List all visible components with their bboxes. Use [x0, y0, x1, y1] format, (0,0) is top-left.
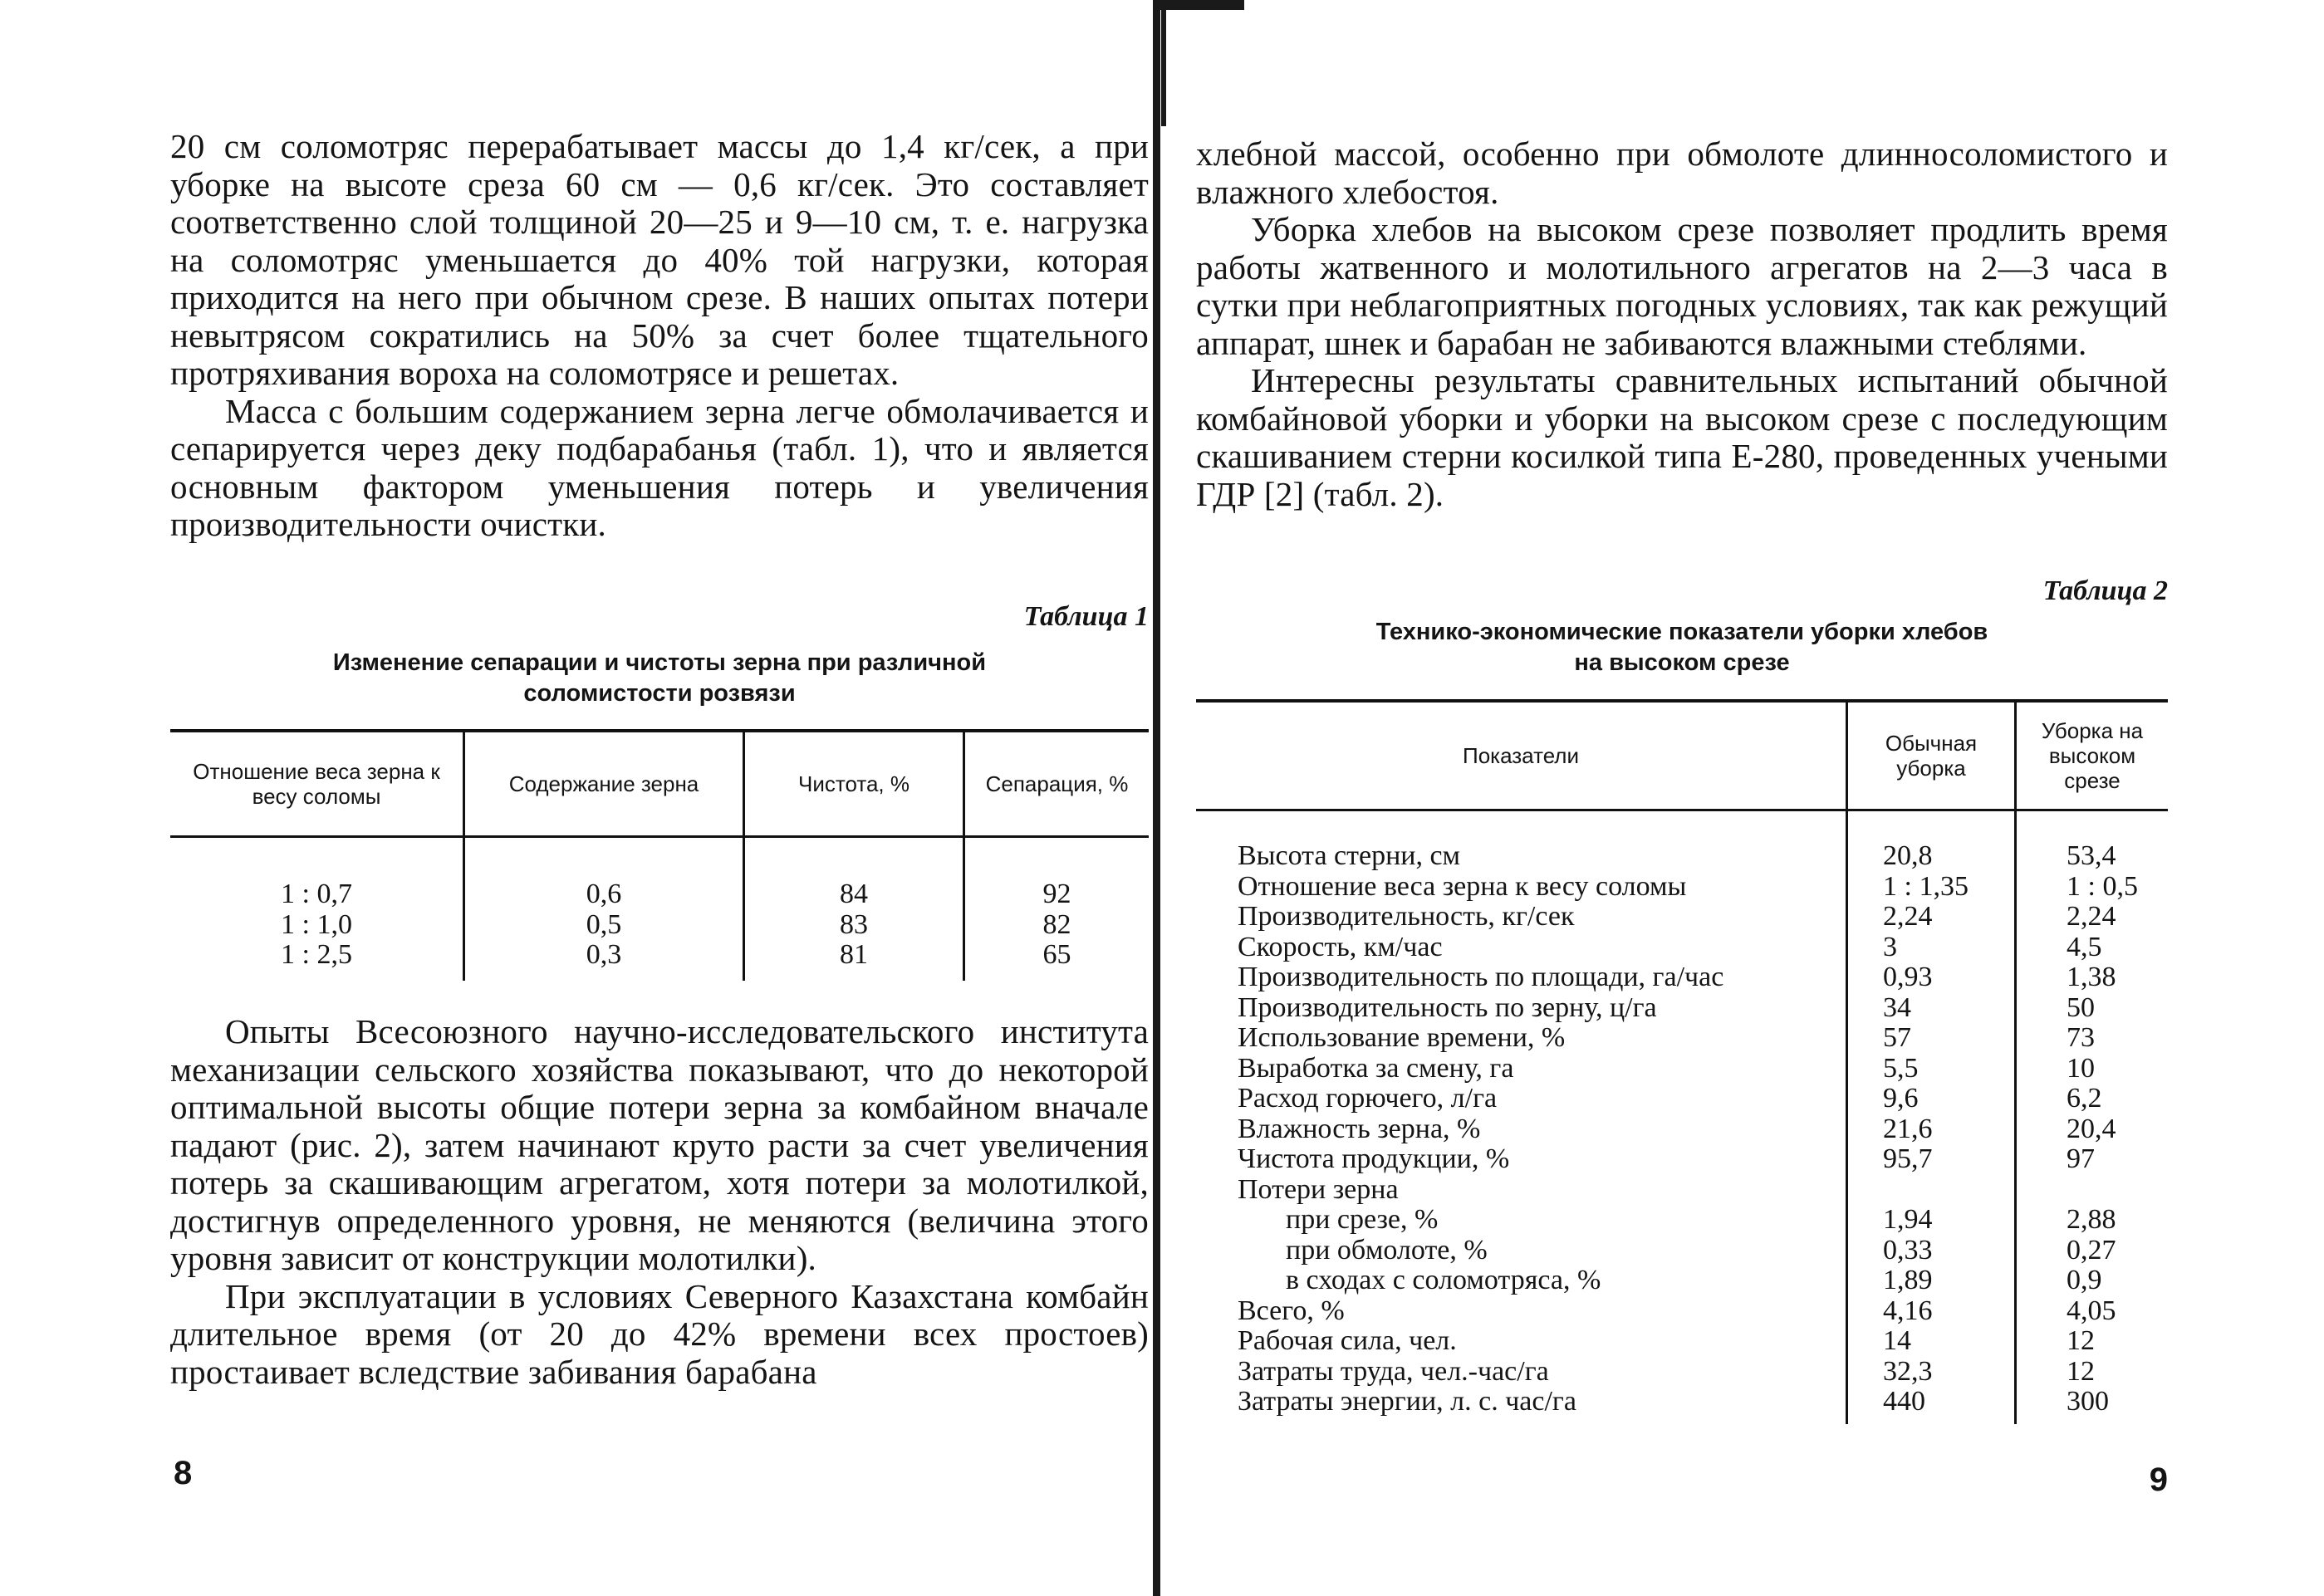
table2-row-label: Затраты энергии, л. с. час/га [1238, 1386, 1576, 1417]
left-paragraph-1: 20 см соломотряс перерабатывает массы до 1,4 кг/сек, а при уборке на высоте среза 60 см — 0,6 кг/сек. Это составляет соответственно слой толщиной 20—25 и 9—10 см, т. е. нагрузка на соломотряс уменьшается до 40% той нагрузки, которая приходится на него при обычном срезе. В наших опытах потери невытрясом сократились на 50% за счет более тщательного протряхивания вороха на соломотрясе и решетах. [170, 127, 1149, 392]
table1-body [170, 837, 1149, 981]
table2-cell-high-cut: 0,9 [2067, 1265, 2102, 1295]
table2-row-label: Отношение веса зерна к весу соломы [1238, 870, 1687, 902]
table2-cell-high-cut: 0,27 [2067, 1234, 2116, 1266]
left-paragraph-2: Масса с большим содержанием зерна легче обмолачивается и сепарируется через деку подбарабанья (табл. 1), что и является основным фактором уменьшения потерь и увеличения производительности очистки. [170, 391, 1149, 543]
table2-cell-high-cut: 1 : 0,5 [2067, 870, 2138, 902]
table-cell: 0,5 [586, 908, 622, 940]
table2-row-label: Рабочая сила, чел. [1238, 1325, 1457, 1356]
table1-caption: Таблица 1 [1023, 601, 1149, 632]
table2-cell-high-cut [2067, 1175, 2167, 1206]
table2-cell-regular: 21,6 [1883, 1113, 1933, 1144]
table2-col-high-cut [2016, 810, 2169, 1424]
table2-header-indicator: Показатели [1196, 701, 1847, 810]
table2-cell-regular: 34 [1883, 991, 1911, 1023]
table-cell: 83 [840, 908, 868, 940]
table2-cell-high-cut: 1,38 [2067, 962, 2116, 992]
table2-row-label: Выработка за смену, га [1238, 1052, 1514, 1084]
table-cell: 1 : 1,0 [281, 908, 352, 940]
table2-cell-regular [1883, 1175, 2013, 1206]
table2-cell-high-cut: 4,05 [2067, 1295, 2116, 1326]
table1-header-purity: Чистота, % [744, 731, 964, 837]
table2-cell-regular: 5,5 [1883, 1052, 1919, 1084]
book-spine [1153, 0, 1160, 1596]
table2-cell-high-cut: 97 [2067, 1143, 2095, 1174]
table2-cell-high-cut: 12 [2067, 1325, 2095, 1356]
right-paragraph-2: Уборка хлебов на высоком срезе позволяет продлить время работы жатвенного и молотильного агрегатов на 2—3 часа в сутки при неблагоприятных погодных условиях, так как режущий аппарат, шнек и барабан не забиваются влажными стеблями. [1196, 210, 2168, 362]
table2-cell-high-cut: 50 [2067, 991, 2095, 1023]
table2-header-regular: Обычная уборка [1847, 701, 2016, 810]
table1-header-row [170, 731, 1149, 837]
table1-header-separation: Сепарация, % [964, 731, 1150, 837]
table-cell: 0,6 [586, 879, 622, 909]
table2-row-label: Чистота продукции, % [1238, 1143, 1510, 1174]
right-paragraph-1: хлебной массой, особенно при обмолоте длинносоломистого и влажного хлебостоя. [1196, 135, 2168, 211]
right-text-top [1196, 135, 2168, 513]
table2-row-label: Скорость, км/час [1238, 931, 1443, 962]
spine-flap [1153, 0, 1244, 10]
table1-col-ratio [170, 837, 464, 981]
table2-title-line2: на высоком срезе [1574, 649, 1790, 676]
left-paragraph-4: При эксплуатации в условиях Северного Казахстана комбайн длительное время (от 20 до 42% времени всех простоев) простаивает вследствие забивания барабана [170, 1276, 1149, 1391]
table2-cell-regular: 95,7 [1883, 1143, 1933, 1174]
table2-cell-high-cut: 20,4 [2067, 1113, 2116, 1144]
table-cell: 1 : 0,7 [281, 879, 352, 909]
table1-col-purity [744, 837, 964, 981]
table2-cell-high-cut: 12 [2067, 1355, 2095, 1387]
spine-flap-edge [1161, 10, 1166, 126]
table2-cell-high-cut: 4,5 [2067, 931, 2102, 962]
page-number-right: 9 [2149, 1461, 2168, 1498]
table1-header-content: Содержание зерна [464, 731, 744, 837]
table1-col-separation [964, 837, 1150, 981]
table2-cell-regular: 57 [1883, 1022, 1911, 1053]
table2-row-label: Производительность по зерну, ц/га [1238, 991, 1657, 1023]
table2-row-label: Потери зерна [1238, 1173, 1399, 1205]
table2-cell-regular: 2,24 [1883, 901, 1933, 932]
table2-row-label: Производительность по площади, га/час [1238, 962, 1724, 992]
table2-cell-regular: 0,33 [1883, 1234, 1933, 1266]
table2-cell-regular: 1 : 1,35 [1883, 870, 1969, 902]
table2-cell-regular: 3 [1883, 931, 1897, 962]
table2-row-label: Затраты труда, чел.-час/га [1238, 1355, 1549, 1387]
table2-cell-regular: 32,3 [1883, 1355, 1933, 1387]
table2-cell-high-cut: 73 [2067, 1022, 2095, 1053]
table-cell: 84 [840, 879, 868, 909]
table-cell: 82 [1042, 908, 1071, 940]
table-cell: 65 [1042, 939, 1071, 970]
table2-row-label: при обмолоте, % [1286, 1234, 1488, 1266]
table2-row-label: Влажность зерна, % [1238, 1113, 1481, 1144]
table2-row-label: Производительность, кг/сек [1238, 901, 1575, 932]
right-paragraph-3: Интересны результаты сравнительных испытаний обычной комбайновой уборки и уборки на высоком срезе с последующим скашиванием стерни косилкой типа Е-280, проведенных учеными ГДР [2] (табл. 2). [1196, 361, 2168, 513]
table1 [170, 729, 1149, 981]
table2-row-label: Расход горючего, л/га [1238, 1083, 1498, 1114]
table2-header-row [1196, 701, 2168, 810]
table2-cell-high-cut: 2,24 [2067, 901, 2116, 932]
table2-cell-high-cut: 300 [2067, 1386, 2109, 1417]
table1-header-ratio: Отношение веса зерна к весу соломы [170, 731, 464, 837]
table2-cell-regular: 0,93 [1883, 962, 1933, 992]
page-number-left: 8 [174, 1455, 193, 1491]
table2-row-label: при срезе, % [1286, 1204, 1439, 1235]
table2-cell-regular: 1,89 [1883, 1265, 1933, 1295]
table-cell: 1 : 2,5 [281, 939, 352, 970]
table2 [1196, 699, 2168, 1424]
table2-cell-regular: 14 [1883, 1325, 1911, 1356]
table2-cell-regular: 440 [1883, 1386, 1925, 1417]
table2-row-label: Всего, % [1238, 1295, 1345, 1326]
table2-cell-high-cut: 10 [2067, 1052, 2095, 1084]
table2-header-high-cut: Уборка на высоком срезе [2016, 701, 2169, 810]
table2-row-label: Высота стерни, см [1238, 840, 1461, 871]
table2-col-labels [1196, 810, 1847, 1424]
left-paragraph-3: Опыты Всесоюзного научно-исследовательского института механизации сельского хозяйства показывают, что до некоторой оптимальной высоты общие потери зерна за комбайном вначале падают (рис. 2), затем начинают круто расти за счет увеличения потерь за скашивающим агрегатом, хотя потери за молотилкой, достигнув определенного уровня, не меняются (величина этого уровня зависит от конструкции молотилки). [170, 1012, 1149, 1277]
table1-col-content [464, 837, 744, 981]
table2-row-label: Использование времени, % [1238, 1022, 1566, 1053]
table-cell: 92 [1042, 879, 1071, 909]
table2-title-line1: Технико-экономические показатели уборки хлебов [1375, 619, 1988, 645]
table1-title-line2: соломистости розвязи [523, 680, 796, 707]
left-text-bottom [170, 1013, 1149, 1391]
table2-cell-high-cut: 2,88 [2067, 1204, 2116, 1235]
table2-cell-regular: 9,6 [1883, 1083, 1919, 1114]
left-text-top [170, 128, 1149, 544]
table2-cell-high-cut: 6,2 [2067, 1083, 2102, 1114]
table1-heading [170, 601, 1149, 709]
table2-cell-high-cut: 53,4 [2067, 840, 2116, 871]
table2-cell-regular: 1,94 [1883, 1204, 1933, 1235]
table2-col-regular [1847, 810, 2016, 1424]
table1-title-line1: Изменение сепарации и чистоты зерна при различной [332, 649, 987, 676]
table-cell: 0,3 [586, 939, 622, 970]
table2-heading [1196, 575, 2168, 678]
table2-cell-regular: 20,8 [1883, 840, 1933, 871]
table-cell: 81 [840, 939, 868, 970]
table2-row-label: в сходах с соломотряса, % [1286, 1265, 1601, 1295]
table2-body [1196, 810, 2168, 1424]
table2-cell-regular: 4,16 [1883, 1295, 1933, 1326]
table2-caption: Таблица 2 [2042, 575, 2168, 606]
